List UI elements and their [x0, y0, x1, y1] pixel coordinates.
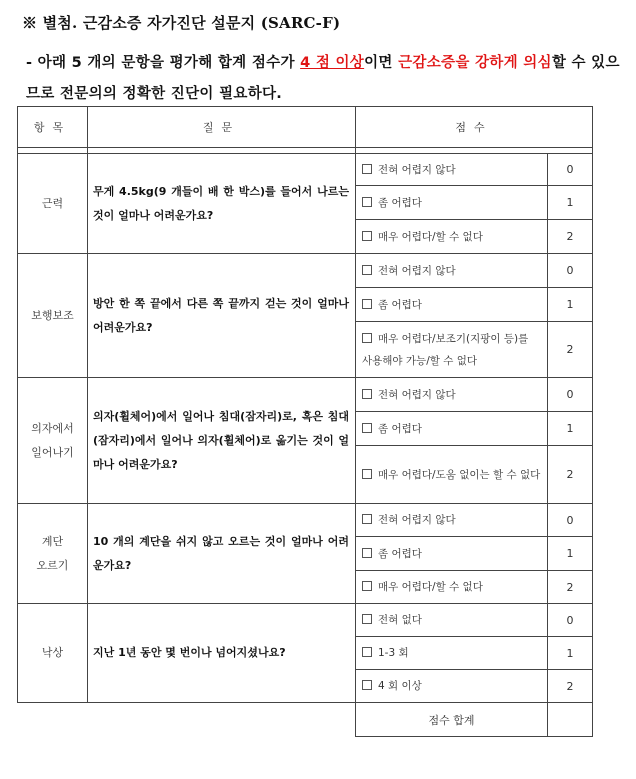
total-label: 점수 합계 — [356, 703, 548, 737]
item-label: 근력 — [18, 154, 88, 254]
checkbox-icon[interactable] — [362, 469, 372, 479]
item-label: 의자에서 일어나기 — [18, 378, 88, 504]
checkbox-icon[interactable] — [362, 548, 372, 558]
checkbox-icon[interactable] — [362, 299, 372, 309]
checkbox-icon[interactable] — [362, 265, 372, 275]
option-score: 1 — [548, 412, 593, 446]
table-row — [18, 504, 593, 537]
checkbox-icon[interactable] — [362, 680, 372, 690]
checkbox-icon[interactable] — [362, 614, 372, 624]
intro-part3: 할 수 있으므로 전문의의 정확한 진단이 필요하다. — [26, 55, 620, 102]
total-row — [18, 703, 593, 737]
checkbox-icon[interactable] — [362, 423, 372, 433]
question-text: 의자(휠체어)에서 일어나 침대(잠자리)로, 혹은 침대(잠자리)에서 일어나 의자(휠체어)로 옮기는 것이 얼마나 어려운가요? — [88, 378, 356, 504]
sarc-f-table — [17, 106, 593, 737]
option-score: 1 — [548, 537, 593, 571]
table-row — [18, 254, 593, 288]
header-item: 항목 — [18, 107, 88, 148]
option-score: 0 — [548, 504, 593, 537]
option-checkbox[interactable]: 매우 어렵다/할 수 없다 — [356, 220, 548, 254]
option-checkbox[interactable]: 4 회 이상 — [356, 670, 548, 703]
option-score: 0 — [548, 154, 593, 186]
item-label: 계단 오르기 — [18, 504, 88, 604]
checkbox-icon[interactable] — [362, 333, 372, 343]
option-checkbox[interactable]: 좀 어렵다 — [356, 537, 548, 571]
option-checkbox[interactable]: 좀 어렵다 — [356, 288, 548, 322]
option-checkbox[interactable]: 매우 어렵다/할 수 없다 — [356, 571, 548, 604]
option-score: 0 — [548, 604, 593, 637]
option-score: 2 — [548, 670, 593, 703]
question-text: 무게 4.5kg(9 개들이 배 한 박스)를 들어서 나르는 것이 얼마나 어려운가요? — [88, 154, 356, 254]
checkbox-icon[interactable] — [362, 197, 372, 207]
intro-text — [26, 48, 626, 110]
option-score: 1 — [548, 186, 593, 220]
option-score: 1 — [548, 637, 593, 670]
option-score: 2 — [548, 220, 593, 254]
table-row — [18, 604, 593, 637]
option-score: 2 — [548, 571, 593, 604]
table-row — [18, 378, 593, 412]
option-checkbox[interactable]: 전혀 어렵지 않다 — [356, 504, 548, 537]
table-header — [18, 107, 593, 148]
checkbox-icon[interactable] — [362, 514, 372, 524]
checkbox-icon[interactable] — [362, 164, 372, 174]
option-checkbox[interactable]: 전혀 어렵지 않다 — [356, 378, 548, 412]
checkbox-icon[interactable] — [362, 231, 372, 241]
page-title: ※ 별첨. 근감소증 자가진단 설문지 (SARC-F) — [22, 14, 341, 32]
intro-part2: 이면 — [364, 55, 399, 71]
option-checkbox[interactable]: 전혀 어렵지 않다 — [356, 254, 548, 288]
option-checkbox[interactable]: 1-3 회 — [356, 637, 548, 670]
intro-threshold: 4 점 이상 — [300, 55, 365, 71]
checkbox-icon[interactable] — [362, 647, 372, 657]
question-text: 방안 한 쪽 끝에서 다른 쪽 끝까지 걷는 것이 얼마나 어려운가요? — [88, 254, 356, 378]
option-score: 0 — [548, 254, 593, 288]
option-checkbox[interactable]: 전혀 어렵지 않다 — [356, 154, 548, 186]
total-score-field[interactable] — [548, 703, 593, 737]
option-checkbox[interactable]: 전혀 없다 — [356, 604, 548, 637]
item-label: 보행보조 — [18, 254, 88, 378]
item-label: 낙상 — [18, 604, 88, 703]
header-score: 점수 — [356, 107, 593, 148]
option-score: 2 — [548, 322, 593, 378]
option-score: 2 — [548, 446, 593, 504]
question-text: 10 개의 계단을 쉬지 않고 오르는 것이 얼마나 어려운가요? — [88, 504, 356, 604]
option-checkbox[interactable]: 매우 어렵다/도움 없이는 할 수 없다 — [356, 446, 548, 504]
checkbox-icon[interactable] — [362, 389, 372, 399]
table-row — [18, 154, 593, 186]
intro-part1: - 아래 5 개의 문항을 평가해 합계 점수가 — [26, 55, 301, 71]
option-checkbox[interactable]: 좀 어렵다 — [356, 186, 548, 220]
checkbox-icon[interactable] — [362, 581, 372, 591]
intro-highlight: 근감소증을 강하게 의심 — [398, 55, 552, 71]
option-checkbox[interactable]: 좀 어렵다 — [356, 412, 548, 446]
option-score: 0 — [548, 378, 593, 412]
question-text: 지난 1년 동안 몇 번이나 넘어지셨나요? — [88, 604, 356, 703]
header-question: 질문 — [88, 107, 356, 148]
option-score: 1 — [548, 288, 593, 322]
option-checkbox[interactable]: 매우 어렵다/보조기(지팡이 등)를 사용해야 가능/할 수 없다 — [356, 322, 548, 378]
